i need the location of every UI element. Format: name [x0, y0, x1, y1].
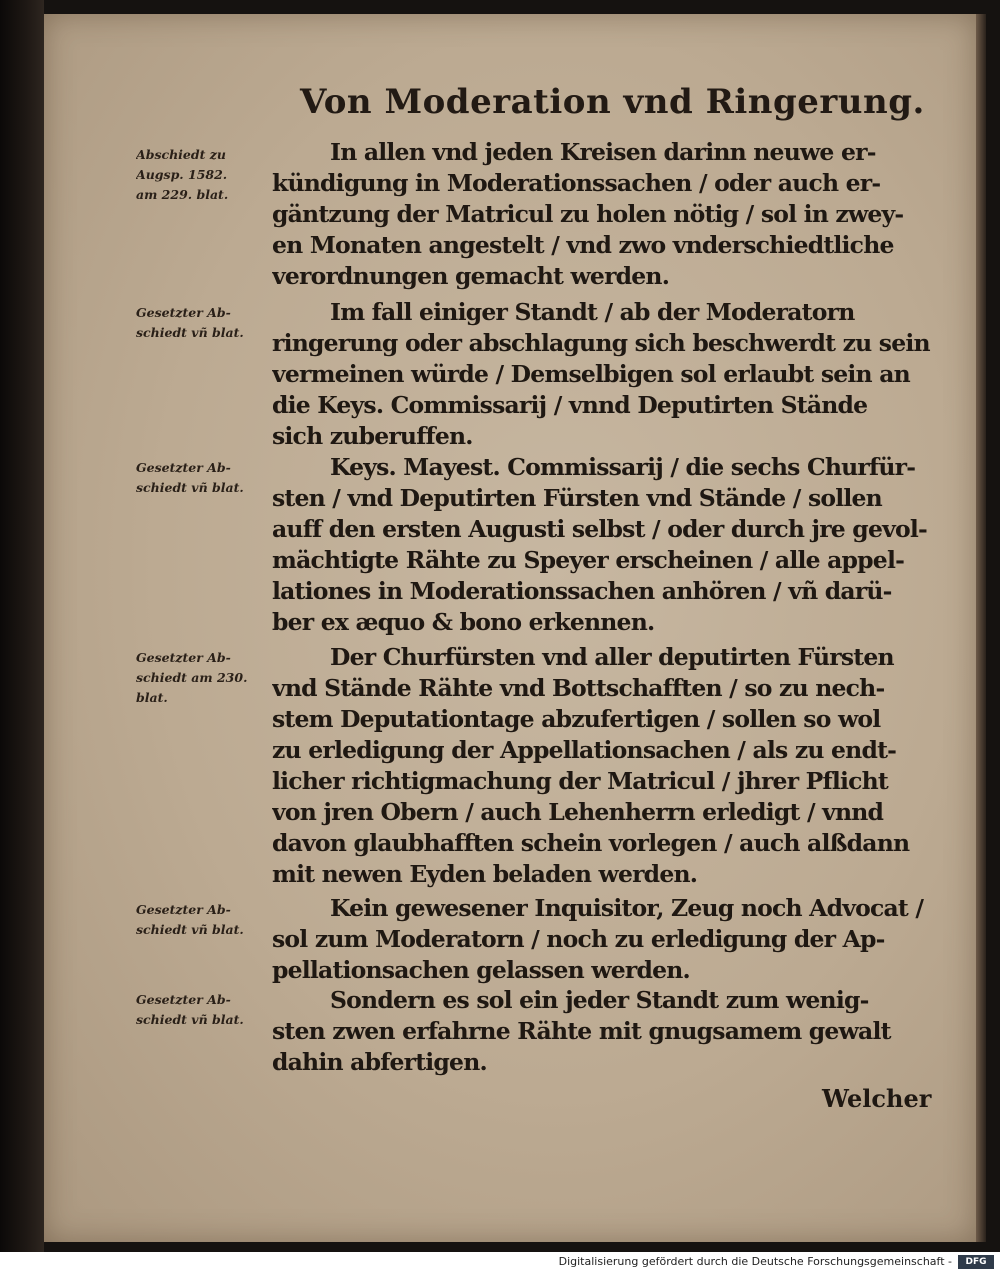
text-line: auff den ersten Augusti selbst / oder durch jre gevol-	[272, 515, 927, 543]
text-line: ringerung oder abschlagung sich beschwerdt zu sein	[272, 329, 930, 357]
text-line: Der Churfürsten vnd aller deputirten Fürsten	[330, 643, 894, 671]
marginal-note-2	[136, 303, 268, 343]
dfg-logo-icon: DFG	[958, 1255, 994, 1269]
text-line: dahin abfertigen.	[272, 1048, 487, 1076]
text-line: die Keys. Commissarij / vnnd Deputirten Stände	[272, 391, 868, 419]
marginal-note-3	[136, 458, 268, 498]
paragraph-3	[272, 452, 940, 638]
note-line: Abschiedt zu	[136, 147, 226, 162]
paragraph-6	[272, 985, 940, 1078]
text-line: lationes in Moderationssachen anhören / vñ darü-	[272, 577, 892, 605]
running-head: Von Moderation vnd Ringerung.	[300, 82, 925, 122]
text-line: von jren Obern / auch Lehenherrn erledigt / vnnd	[272, 798, 884, 826]
note-line: Augsp. 1582.	[136, 167, 228, 182]
marginal-note-6	[136, 990, 268, 1030]
marginal-note-1	[136, 145, 268, 205]
text-line: vnd Stände Rähte vnd Bottschafften / so zu nech-	[272, 674, 885, 702]
text-line: mächtigte Rähte zu Speyer erscheinen / alle appel-	[272, 546, 905, 574]
text-line: en Monaten angestelt / vnd zwo vnderschiedtliche	[272, 231, 894, 259]
text-line: vermeinen würde / Demselbigen sol erlaubt sein an	[272, 360, 910, 388]
note-line: schiedt vñ blat.	[136, 325, 244, 340]
text-line: sten zwen erfahrne Rähte mit gnugsamem gewalt	[272, 1017, 891, 1045]
note-line: schiedt am 230.	[136, 670, 248, 685]
text-line: kündigung in Moderationssachen / oder auch er-	[272, 169, 881, 197]
text-line: mit newen Eyden beladen werden.	[272, 860, 698, 888]
text-line: gäntzung der Matricul zu holen nötig / sol in zwey-	[272, 200, 904, 228]
marginal-note-4	[136, 648, 268, 708]
paragraph-2	[272, 297, 940, 452]
note-line: schiedt vñ blat.	[136, 922, 244, 937]
paragraph-1	[272, 137, 940, 292]
note-line: Gesetzter Ab-	[136, 992, 231, 1007]
funding-credit: Digitalisierung gefördert durch die Deutsche Forschungsgemeinschaft -	[558, 1255, 952, 1268]
text-line: sol zum Moderatorn / noch zu erledigung der Ap-	[272, 925, 885, 953]
note-line: blat.	[136, 690, 168, 705]
text-line: pellationsachen gelassen werden.	[272, 956, 690, 984]
note-line: Gesetzter Ab-	[136, 305, 231, 320]
text-line: Sondern es sol ein jeder Standt zum wenig-	[330, 986, 869, 1014]
note-line: Gesetzter Ab-	[136, 902, 231, 917]
text-line: Kein gewesener Inquisitor, Zeug noch Advocat /	[330, 894, 924, 922]
text-line: verordnungen gemacht werden.	[272, 262, 670, 290]
book-binding-edge	[0, 0, 44, 1252]
text-line: licher richtigmachung der Matricul / jhrer Pflicht	[272, 767, 888, 795]
footer-bar	[0, 1252, 1000, 1273]
text-line: stem Deputationtage abzufertigen / sollen so wol	[272, 705, 881, 733]
text-line: In allen vnd jeden Kreisen darinn neuwe er-	[330, 138, 876, 166]
text-line: Im fall einiger Standt / ab der Moderatorn	[330, 298, 855, 326]
note-line: Gesetzter Ab-	[136, 650, 231, 665]
text-line: davon glaubhafften schein vorlegen / auch alßdann	[272, 829, 910, 857]
note-line: schiedt vñ blat.	[136, 480, 244, 495]
text-line: sten / vnd Deputirten Fürsten vnd Stände / sollen	[272, 484, 882, 512]
note-line: Gesetzter Ab-	[136, 460, 231, 475]
paragraph-4	[272, 642, 940, 890]
catchword: Welcher	[822, 1084, 932, 1113]
marginal-note-5	[136, 900, 268, 940]
page-edge	[976, 14, 986, 1242]
text-line: ber ex æquo & bono erkennen.	[272, 608, 655, 636]
text-line: zu erledigung der Appellationsachen / als zu endt-	[272, 736, 897, 764]
paragraph-5	[272, 893, 940, 986]
text-line: Keys. Mayest. Commissarij / die sechs Churfür-	[330, 453, 916, 481]
text-line: sich zuberuffen.	[272, 422, 473, 450]
note-line: am 229. blat.	[136, 187, 229, 202]
note-line: schiedt vñ blat.	[136, 1012, 244, 1027]
